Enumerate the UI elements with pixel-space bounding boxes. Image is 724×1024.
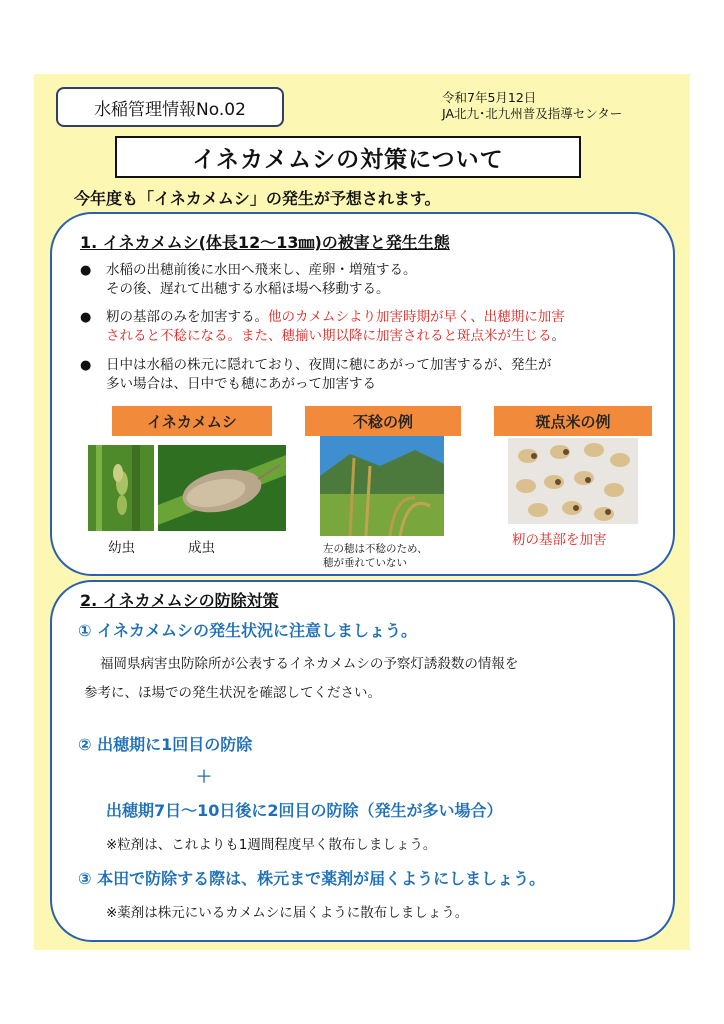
bullet-line: その後、遅れて出穂する水稲ほ場へ移動する。 bbox=[106, 281, 390, 297]
bullet-text-red: 他のカメムシより加害時期が早く、出穂期に加害 bbox=[268, 309, 565, 325]
measure-2-heading: ② 出穂期に1回目の防除 bbox=[78, 735, 253, 754]
label-insect: イネカメムシ bbox=[112, 406, 272, 436]
bullet-dot: ● bbox=[80, 358, 92, 373]
bullet-text-red: されると不稔になる。また、穂揃い期以降に加害されると斑点米が生じる bbox=[106, 328, 552, 344]
measure-1-body-line: 参考に、ほ場での発生状況を確認してください。 bbox=[84, 685, 381, 701]
issue-date: 令和7年5月12日 bbox=[442, 90, 537, 105]
sterile-caption bbox=[323, 542, 428, 570]
measure-3-note: ※薬剤は株元にいるカメムシに届くように散布しましょう。 bbox=[106, 905, 469, 921]
adult-photo bbox=[158, 445, 286, 531]
bullet-dot: ● bbox=[80, 263, 92, 278]
larva-photo bbox=[88, 445, 154, 531]
bullet-line: 多い場合は、日中でも穂にあがって加害する bbox=[106, 376, 376, 392]
measure-1-heading: ① イネカメムシの発生状況に注意しましょう。 bbox=[78, 621, 417, 640]
section1-heading: 1. イネカメムシ(体長12～13㎜)の被害と発生生態 bbox=[80, 233, 450, 252]
section2-heading: 2. イネカメムシの防除対策 bbox=[80, 591, 279, 610]
spotted-rice-photo bbox=[508, 438, 638, 524]
issuer-org: JA北九･北九州普及指導センター bbox=[442, 106, 623, 121]
measure-1-body-line: 福岡県病害虫防除所が公表するイネカメムシの予察灯誘殺数の情報を bbox=[100, 656, 519, 672]
measure-2-second: 出穂期7日～10日後に2回目の防除（発生が多い場合） bbox=[106, 801, 503, 820]
label-sterile: 不稔の例 bbox=[305, 406, 461, 436]
bullet-dot: ● bbox=[80, 310, 92, 325]
page-title: イネカメムシの対策について bbox=[115, 136, 581, 178]
sterile-photo bbox=[320, 436, 444, 536]
measure-3-heading: ③ 本田で防除する際は、株元まで薬剤が届くようにしましょう。 bbox=[78, 869, 546, 888]
measure-2-note: ※粒剤は、これよりも1週間程度早く散布しましょう。 bbox=[106, 837, 437, 853]
sterile-caption-line: 穂が垂れていない bbox=[323, 557, 407, 569]
issuer-block bbox=[442, 90, 622, 122]
adult-caption: 成虫 bbox=[188, 540, 215, 556]
bulletin-badge: 水稲管理情報No.02 bbox=[56, 87, 284, 127]
sterile-caption-line: 左の穂は不稔のため、 bbox=[323, 543, 428, 555]
bullet-line: 日中は水稲の株元に隠れており、夜間に穂にあがって加害するが、発生が bbox=[106, 357, 552, 373]
larva-caption: 幼虫 bbox=[108, 540, 135, 556]
bullet-text: 。 bbox=[551, 328, 565, 344]
lead-text: 今年度も「イネカメムシ」の発生が予想されます。 bbox=[74, 189, 441, 208]
spotted-caption: 籾の基部を加害 bbox=[512, 532, 607, 548]
bullet-text: 籾の基部のみを加害する。 bbox=[106, 309, 268, 325]
bullet-line: 水稲の出穂前後に水田へ飛来し、産卵・増殖する。 bbox=[106, 262, 417, 278]
label-spotted: 斑点米の例 bbox=[494, 406, 652, 436]
plus-sign: ＋ bbox=[196, 767, 213, 786]
